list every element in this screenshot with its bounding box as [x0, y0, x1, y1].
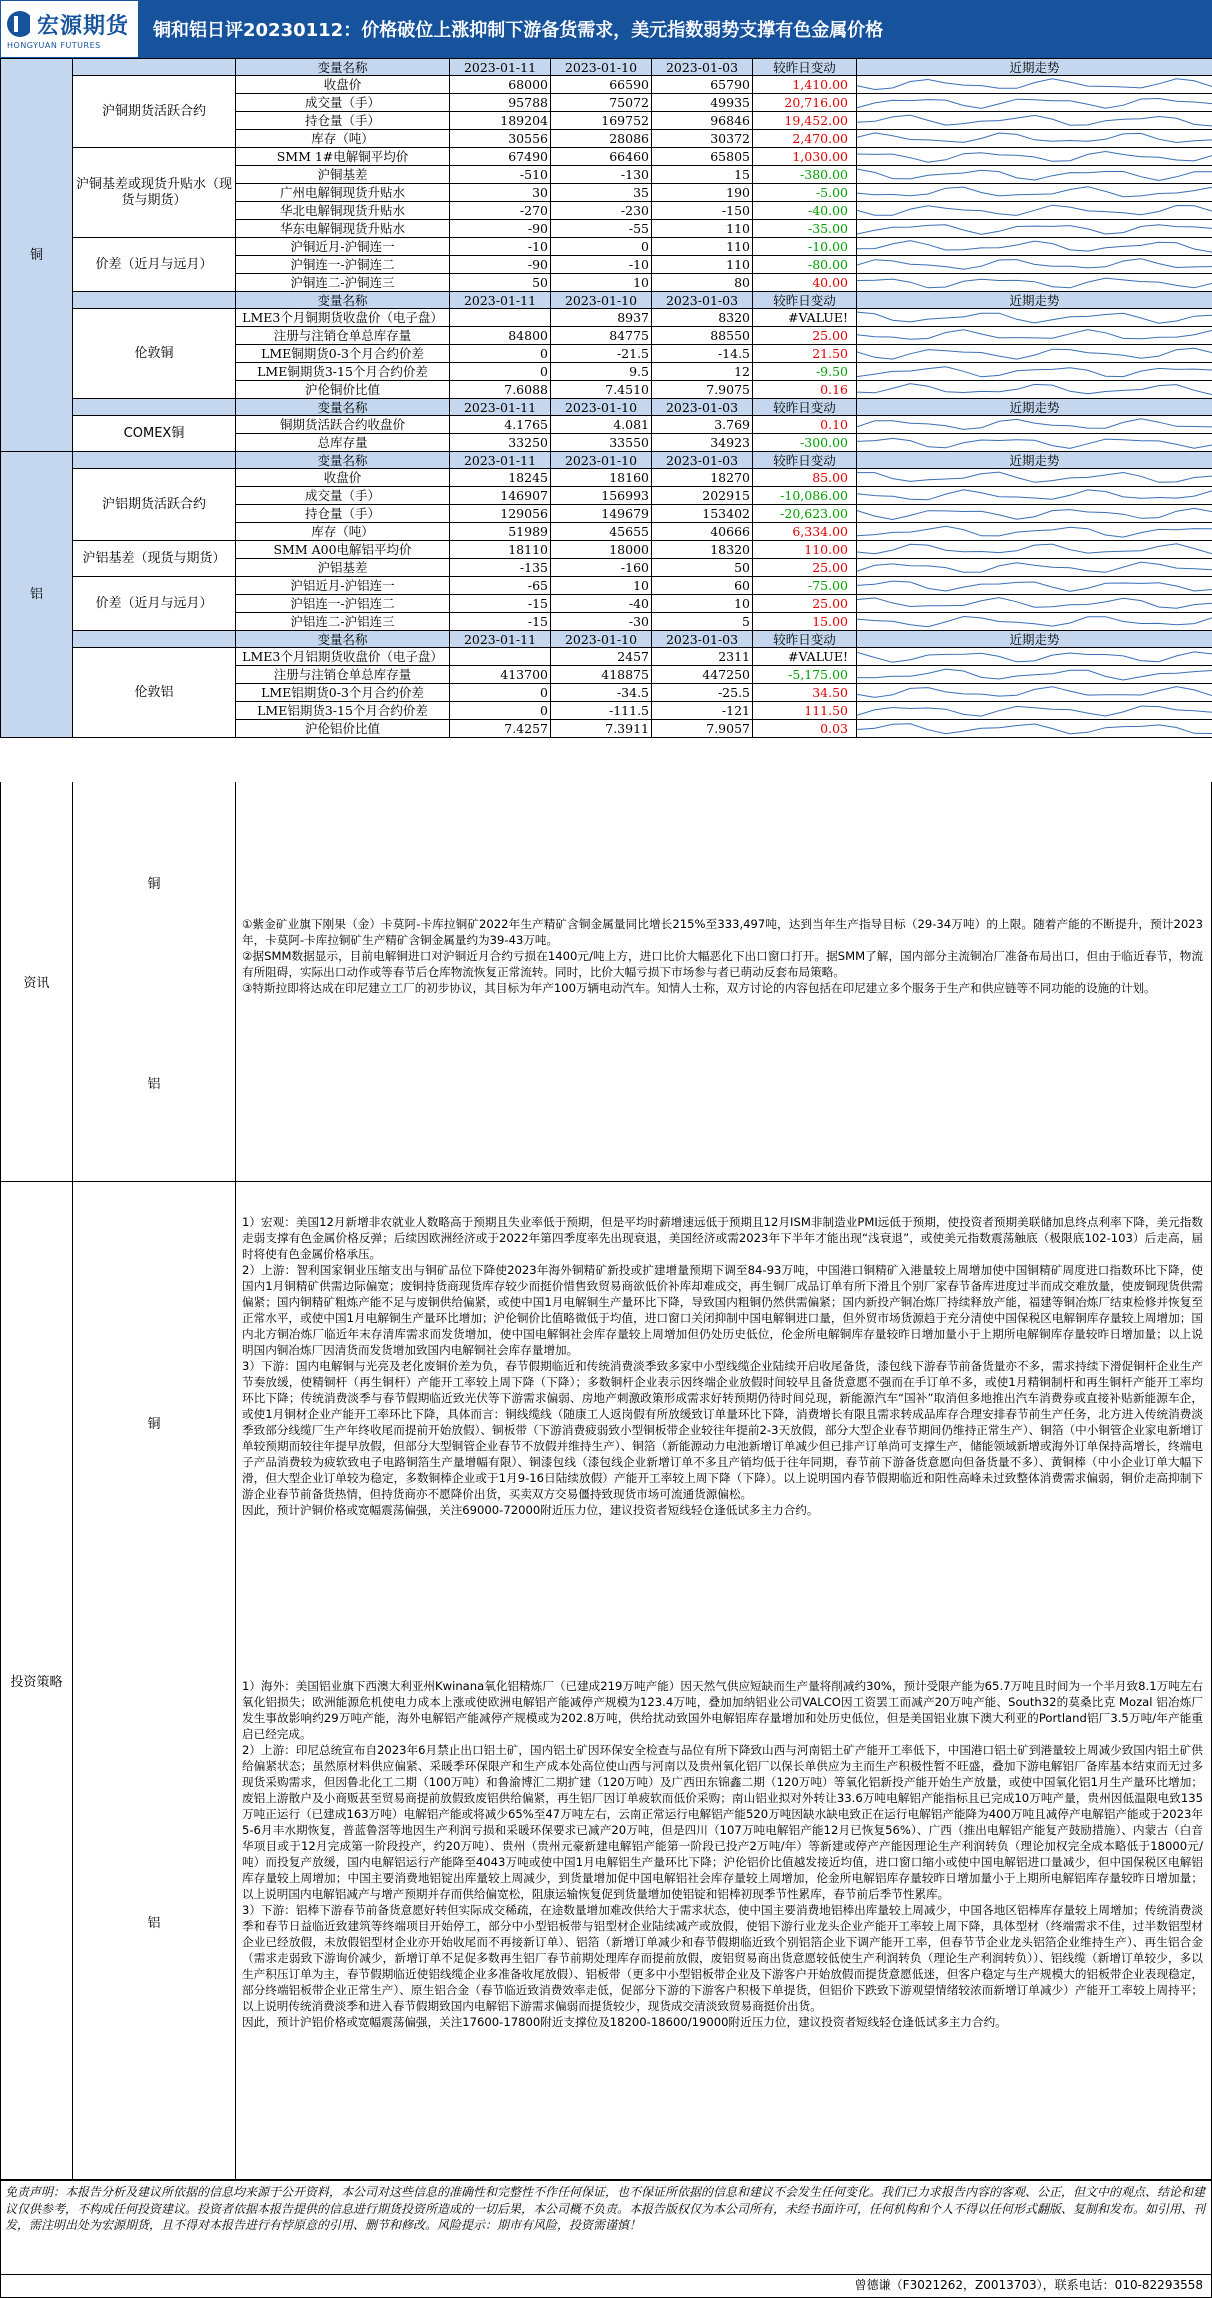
- row-value-2: 45655: [551, 523, 652, 541]
- row-value-2: 7.4510: [551, 381, 652, 399]
- brand-name: 宏源期货: [37, 13, 130, 39]
- header-variable: 变量名称: [236, 59, 450, 76]
- trend-sparkline: [857, 648, 1212, 666]
- header-date-1: 2023-01-11: [450, 59, 551, 76]
- strategy-copper-text: 1）宏观：美国12月新增非农就业人数略高于预期且失业率低于预期，但是平均时薪增速远低于预期且12月ISM非制造业PMI远低于预期，使投资者预期美联储加息终点利率下降，美元指数走弱支撑有色金属价格反弹；后续因欧洲经济或于2022年第四季度率先出现衰退，美国经济或需2023年下半年才能出现“浅衰退”，或使美元指数震荡触底（极限底102-103）后走高，届时将使有色金属价格承压。 2）上游：智利国家铜业压缩支出与铜矿品位下降使2023年海外铜精矿新投或扩建增量预期下调至84-93万吨，中国港口铜精矿入港量较上周增加使中国铜精矿周度进口指数环比下降，使国内1月铜精矿供需边际偏宽；废铜持货商现货库存较少而挺价惜售致贸易商欲低价补库却难成交，再生铜厂成品订单有所下滑且个别厂家春节备库进度过半而成交难放量，使废铜现货供需偏紧；国内铜精矿粗炼产能不足与废铜供给偏紧，或使中国1月电解铜生产量环比下降，导致国内粗铜仍然供需偏紧；国内新投产铜冶炼厂持续释放产能，福建等铜冶炼厂结束检修并恢复至正常水平，或使中国1月电解铜生产量环比增加；沪伦铜价比值略微低于均值，进口窗口关闭抑制中国电解铜进口量，但外贸市场货源趋于充分清使中国保税区电解铜库存量较上周增加；国内北方铜冶炼厂临近年末存清库需求而发货增加，使中国电解铜社会库存量较上周增加但仍处历史低位，伦金所电解铜库存量较昨日增加量小于上期所电解铜库存量较昨日增加量；以上说明国内铜冶炼厂因清货而发货增加致国内电解铜社会库存量增加。 3）下游：国内电解铜与光亮及老化废铜价差为负，春节假期临近和传统消费淡季致多家中小型线缆企业陆续开启收尾备货，漆包线下游春节前备货量亦不多，需求持续下滑促铜杆企业生产节奏放缓，使精铜杆（再生铜杆）产能开工率较上周下降（下降）；多数铜杆企业表示因终端企业放假时间较早且备货意愿不强而在手订单不多，或使1月精铜制杆和再生铜杆产能开工率均环比下降；传统消费淡季与春节假期临近致光伏等下游需求偏弱、房地产刺激政策形成需求好转预期仍待时间兑现，新能源汽车“国补”取消但多地推出汽车消费券或直接补贴新能源车企，或使1月铜材企业产能开工率环比下降，具体而言：铜线缆线（随康工人返岗假有所放缓致订单量环比下降，消费增长有限且需求转成品库存合理安排春节前生产任务，北方进入传统消费淡季致部分线缆厂生产年终收尾而提前开始放假）、铜板带（下游消费疲弱致小型铜板带企业较往年提前2-3天放假，部分大型企业春节期间仍维持正常生产）、铜箔（中小铜管企业家电新增订单较预期而较往年提早放假，但部分大型铜管企业春节不放假并维持生产）、铜箔（新能源动力电池新增订单减少但已排产订单尚可支撑生产，储能领域新增或海外订单保持高增长，终端电子产品消费较为疲软致电子电路铜箔生产量增幅有限）、铜漆包线（漆包线企业新增订单不多且产销均低于往年同期，春节前下游备货意愿向但备货量不多）、黄铜棒（中小企业订单大幅下滑，但大型企业订单较为稳定，多数铜棒企业或于1月9-16日陆续放假）产能开工率较上周下降（下降）。以上说明国内春节假期临近和阳性高峰未过致整体消费需求偏弱，铜价走高抑制下游企业春节前备货热情，但持货商亦不愿降价出货，买卖双方交易僵持致现货市场可流通货源偏松。 因此，预计沪铜价格或宽幅震荡偏强，关注69000-72000附近压力位，建议投资者短线轻仓逢低试多主力合约。: [242, 1215, 1203, 1517]
- trend-sparkline: [857, 148, 1212, 166]
- header-variable: 变量名称: [236, 292, 450, 309]
- header-date-3: 2023-01-03: [652, 292, 753, 309]
- row-label: 沪铜连二-沪铜连三: [236, 274, 450, 292]
- header-trend: 近期走势: [857, 452, 1212, 469]
- row-change: 0.16: [753, 381, 857, 399]
- row-value-3: 8320: [652, 309, 753, 327]
- row-value-3: 49935: [652, 94, 753, 112]
- row-value-2: 10: [551, 274, 652, 292]
- header-date-2: 2023-01-10: [551, 631, 652, 648]
- header-change: 较昨日变动: [753, 59, 857, 76]
- row-change: -80.00: [753, 256, 857, 274]
- row-label: 沪铜连一-沪铜连二: [236, 256, 450, 274]
- header-change: 较昨日变动: [753, 631, 857, 648]
- row-change: 0.03: [753, 720, 857, 738]
- trend-sparkline: [857, 541, 1212, 559]
- header-date-3: 2023-01-03: [652, 452, 753, 469]
- table-row: [1, 76, 1212, 94]
- row-value-2: 35: [551, 184, 652, 202]
- news-aluminum-label: 铝: [147, 1076, 161, 1092]
- row-value-1: -270: [450, 202, 551, 220]
- row-change: 15.00: [753, 613, 857, 631]
- header-date-3: 2023-01-03: [652, 399, 753, 416]
- trend-sparkline: [857, 559, 1212, 577]
- trend-sparkline: [857, 202, 1212, 220]
- header-blank: [73, 452, 236, 469]
- row-value-3: 40666: [652, 523, 753, 541]
- row-value-1: -15: [450, 613, 551, 631]
- row-value-3: 15: [652, 166, 753, 184]
- table-header-row: [1, 59, 1212, 76]
- row-value-3: -121: [652, 702, 753, 720]
- row-change: 25.00: [753, 327, 857, 345]
- news-copper-label: 铜: [147, 876, 161, 892]
- row-change: -300.00: [753, 434, 857, 452]
- row-value-1: 189204: [450, 112, 551, 130]
- header-change: 较昨日变动: [753, 399, 857, 416]
- section-label: 铝: [1, 452, 73, 738]
- row-label: 成交量（手）: [236, 487, 450, 505]
- trend-sparkline: [857, 666, 1212, 684]
- row-label: LME3个月铜期货收盘价（电子盘）: [236, 309, 450, 327]
- row-value-2: 149679: [551, 505, 652, 523]
- trend-sparkline: [857, 363, 1212, 381]
- subgroup-label: 伦敦铜: [73, 309, 236, 399]
- row-value-3: 80: [652, 274, 753, 292]
- row-value-3: 110: [652, 256, 753, 274]
- row-value-2: 28086: [551, 130, 652, 148]
- header-date-2: 2023-01-10: [551, 292, 652, 309]
- row-label: LME铜期货3-15个月合约价差: [236, 363, 450, 381]
- row-value-2: -40: [551, 595, 652, 613]
- row-value-2: 169752: [551, 112, 652, 130]
- news-label: 资讯: [1, 782, 73, 1181]
- trend-sparkline: [857, 469, 1212, 487]
- row-label: 注册与注销仓单总库存量: [236, 666, 450, 684]
- row-change: 1,030.00: [753, 148, 857, 166]
- row-change: 85.00: [753, 469, 857, 487]
- header-trend: 近期走势: [857, 59, 1212, 76]
- header-date-1: 2023-01-11: [450, 292, 551, 309]
- table-header-row: [1, 452, 1212, 469]
- subgroup-label: 价差（近月与远月）: [73, 238, 236, 292]
- row-change: -35.00: [753, 220, 857, 238]
- trend-sparkline: [857, 76, 1212, 94]
- row-value-1: -65: [450, 577, 551, 595]
- row-value-2: -160: [551, 559, 652, 577]
- row-value-3: 3.769: [652, 416, 753, 434]
- trend-sparkline: [857, 434, 1212, 452]
- trend-sparkline: [857, 309, 1212, 327]
- row-value-2: 418875: [551, 666, 652, 684]
- row-change: 34.50: [753, 684, 857, 702]
- table-row: [1, 309, 1212, 327]
- row-change: -20,623.00: [753, 505, 857, 523]
- header-blank: [73, 292, 236, 309]
- row-value-1: 68000: [450, 76, 551, 94]
- table-header-row: [1, 631, 1212, 648]
- row-value-2: 2457: [551, 648, 652, 666]
- header-date-1: 2023-01-11: [450, 399, 551, 416]
- row-value-2: -130: [551, 166, 652, 184]
- news-text: ①紫金矿业旗下刚果（金）卡莫阿-卡库拉铜矿2022年生产精矿含铜金属量同比增长215%至333,497吨，达到当年生产指导目标（29-34万吨）的上限。随着产能的不断提升，预计2023年，卡莫阿-卡库拉铜矿生产精矿含铜金属量约为39-43万吨。 ②据SMM数据显示，目前电解铜进口对沪铜近月合约亏损在1400元/吨上方，进口比价大幅恶化下出口窗口打开。据SMM了解，国内部分主流铜冶厂准备布局出口，但由于临近春节，物流有所阻碍，实际出口动作或等春节后仓库物流恢复正常流转。同时，比价大幅亏损下市场参与者已萌动反套布局策略。 ③特斯拉即将达成在印尼建立工厂的初步协议，其目标为年产100万辆电动汽车。知情人士称，双方讨论的内容包括在印尼建立多个服务于生产和供应链等不同功能的设施的计划。: [242, 917, 1203, 995]
- row-change: #VALUE!: [753, 309, 857, 327]
- table-row: [1, 541, 1212, 559]
- header-trend: 近期走势: [857, 292, 1212, 309]
- strategy-label: 投资策略: [1, 1182, 73, 2179]
- row-change: -380.00: [753, 166, 857, 184]
- row-value-1: 50: [450, 274, 551, 292]
- row-change: 25.00: [753, 595, 857, 613]
- row-change: -10.00: [753, 238, 857, 256]
- row-value-1: 0: [450, 702, 551, 720]
- row-value-1: 4.1765: [450, 416, 551, 434]
- row-change: 21.50: [753, 345, 857, 363]
- subgroup-label: 沪铜期货活跃合约: [73, 76, 236, 148]
- row-value-1: 413700: [450, 666, 551, 684]
- row-label: 库存（吨）: [236, 130, 450, 148]
- row-label: 持仓量（手）: [236, 505, 450, 523]
- subgroup-label: 沪铜基差或现货升贴水（现货与期货）: [73, 148, 236, 238]
- row-value-2: 66590: [551, 76, 652, 94]
- row-label: LME铝期货0-3个月合约价差: [236, 684, 450, 702]
- row-value-2: 156993: [551, 487, 652, 505]
- trend-sparkline: [857, 112, 1212, 130]
- header-variable: 变量名称: [236, 452, 450, 469]
- table-row: [1, 238, 1212, 256]
- trend-sparkline: [857, 238, 1212, 256]
- trend-sparkline: [857, 130, 1212, 148]
- header-variable: 变量名称: [236, 399, 450, 416]
- trend-sparkline: [857, 577, 1212, 595]
- row-value-1: [450, 309, 551, 327]
- table-row: [1, 648, 1212, 666]
- row-value-3: 7.9057: [652, 720, 753, 738]
- header-date-2: 2023-01-10: [551, 399, 652, 416]
- row-value-1: -510: [450, 166, 551, 184]
- row-value-2: -30: [551, 613, 652, 631]
- header-change: 较昨日变动: [753, 452, 857, 469]
- subgroup-label: 沪铝期货活跃合约: [73, 469, 236, 541]
- row-value-1: 30556: [450, 130, 551, 148]
- row-change: 0.10: [753, 416, 857, 434]
- trend-sparkline: [857, 613, 1212, 631]
- row-value-2: 18160: [551, 469, 652, 487]
- row-value-1: 146907: [450, 487, 551, 505]
- header-blank: [73, 59, 236, 76]
- table-row: [1, 148, 1212, 166]
- header-blank: [73, 631, 236, 648]
- row-label: 沪铜基差: [236, 166, 450, 184]
- row-value-1: -15: [450, 595, 551, 613]
- trend-sparkline: [857, 184, 1212, 202]
- trend-sparkline: [857, 166, 1212, 184]
- row-value-3: 10: [652, 595, 753, 613]
- table-header-row: [1, 399, 1212, 416]
- row-value-1: 18245: [450, 469, 551, 487]
- header-variable: 变量名称: [236, 631, 450, 648]
- row-label: 铜期货活跃合约收盘价: [236, 416, 450, 434]
- row-value-2: -55: [551, 220, 652, 238]
- row-value-2: 84775: [551, 327, 652, 345]
- row-value-1: 84800: [450, 327, 551, 345]
- row-value-3: 88550: [652, 327, 753, 345]
- row-value-3: 190: [652, 184, 753, 202]
- row-change: -40.00: [753, 202, 857, 220]
- table-row: [1, 577, 1212, 595]
- row-value-2: 4.081: [551, 416, 652, 434]
- row-label: 收盘价: [236, 76, 450, 94]
- section-label: 铜: [1, 59, 73, 452]
- header-date-2: 2023-01-10: [551, 59, 652, 76]
- row-change: 6,334.00: [753, 523, 857, 541]
- strategy-block: [0, 1182, 1212, 2180]
- table-header-row: [1, 292, 1212, 309]
- trend-sparkline: [857, 327, 1212, 345]
- row-label: 沪铝近月-沪铝连一: [236, 577, 450, 595]
- trend-sparkline: [857, 487, 1212, 505]
- trend-sparkline: [857, 381, 1212, 399]
- row-label: 总库存量: [236, 434, 450, 452]
- row-value-3: 60: [652, 577, 753, 595]
- row-value-2: -10: [551, 256, 652, 274]
- trend-sparkline: [857, 94, 1212, 112]
- row-change: 1,410.00: [753, 76, 857, 94]
- row-value-2: 75072: [551, 94, 652, 112]
- header-date-3: 2023-01-03: [652, 631, 753, 648]
- row-value-2: 9.5: [551, 363, 652, 381]
- row-value-1: 0: [450, 363, 551, 381]
- header-date-1: 2023-01-11: [450, 631, 551, 648]
- row-value-2: -34.5: [551, 684, 652, 702]
- row-value-3: 18320: [652, 541, 753, 559]
- header-trend: 近期走势: [857, 631, 1212, 648]
- row-value-1: -90: [450, 256, 551, 274]
- report-header: [0, 0, 1212, 58]
- table-row: [1, 416, 1212, 434]
- trend-sparkline: [857, 702, 1212, 720]
- row-value-2: 18000: [551, 541, 652, 559]
- row-change: 25.00: [753, 559, 857, 577]
- row-value-3: 18270: [652, 469, 753, 487]
- row-label: 华东电解铜现货升贴水: [236, 220, 450, 238]
- row-change: 110.00: [753, 541, 857, 559]
- row-label: 广州电解铜现货升贴水: [236, 184, 450, 202]
- row-label: SMM 1#电解铜平均价: [236, 148, 450, 166]
- row-value-1: [450, 648, 551, 666]
- row-value-3: 34923: [652, 434, 753, 452]
- row-value-1: 33250: [450, 434, 551, 452]
- row-value-2: 33550: [551, 434, 652, 452]
- row-value-3: 5: [652, 613, 753, 631]
- header-date-3: 2023-01-03: [652, 59, 753, 76]
- subgroup-label: 价差（近月与远月）: [73, 577, 236, 631]
- row-label: 沪铜近月-沪铜连一: [236, 238, 450, 256]
- trend-sparkline: [857, 720, 1212, 738]
- row-value-3: -14.5: [652, 345, 753, 363]
- row-value-2: 66460: [551, 148, 652, 166]
- row-label: SMM A00电解铝平均价: [236, 541, 450, 559]
- row-label: 沪伦铜价比值: [236, 381, 450, 399]
- row-label: 沪伦铝价比值: [236, 720, 450, 738]
- row-value-3: 12: [652, 363, 753, 381]
- trend-sparkline: [857, 416, 1212, 434]
- trend-sparkline: [857, 505, 1212, 523]
- subgroup-label: 伦敦铝: [73, 648, 236, 738]
- row-value-1: 30: [450, 184, 551, 202]
- footer-contact: 曾德谦（F3021262，Z0013703），联系电话：010-82293558: [0, 2275, 1212, 2298]
- row-label: 持仓量（手）: [236, 112, 450, 130]
- row-value-1: 129056: [450, 505, 551, 523]
- trend-sparkline: [857, 345, 1212, 363]
- header-date-1: 2023-01-11: [450, 452, 551, 469]
- row-value-2: 10: [551, 577, 652, 595]
- row-value-2: -230: [551, 202, 652, 220]
- row-value-3: 2311: [652, 648, 753, 666]
- row-label: 沪铝连一-沪铝连二: [236, 595, 450, 613]
- row-value-1: -90: [450, 220, 551, 238]
- row-label: LME铜期货0-3个月合约价差: [236, 345, 450, 363]
- row-value-3: 65805: [652, 148, 753, 166]
- table-row: [1, 469, 1212, 487]
- row-change: -9.50: [753, 363, 857, 381]
- row-value-2: -111.5: [551, 702, 652, 720]
- row-value-1: 0: [450, 684, 551, 702]
- row-value-1: -135: [450, 559, 551, 577]
- row-value-2: 7.3911: [551, 720, 652, 738]
- row-label: 华北电解铜现货升贴水: [236, 202, 450, 220]
- row-change: 19,452.00: [753, 112, 857, 130]
- row-change: 40.00: [753, 274, 857, 292]
- subgroup-label: COMEX铜: [73, 416, 236, 452]
- row-value-3: 447250: [652, 666, 753, 684]
- row-label: 收盘价: [236, 469, 450, 487]
- row-change: 111.50: [753, 702, 857, 720]
- header-trend: 近期走势: [857, 399, 1212, 416]
- strategy-aluminum-label: 铝: [147, 1915, 161, 1931]
- disclaimer: 免责声明：本报告分析及建议所依据的信息均来源于公开资料，本公司对这些信息的准确性和完整性不作任何保证，也不保证所依据的信息和建议不会发生任何变化。我们已力求报告内容的客观、公正，但文中的观点、结论和建议仅供参考，不构成任何投资建议。投资者依据本报告提供的信息进行期货投资所造成的一切后果，本公司概不负责。本报告版权仅为本公司所有，未经书面许可，任何机构和个人不得以任何形式翻版、复制和发布。如引用、刊发，需注明出处为宏源期货，且不得对本报告进行有悖原意的引用、删节和修改。风险提示：期市有风险，投资需谨慎！: [0, 2180, 1212, 2275]
- row-value-1: -10: [450, 238, 551, 256]
- row-change: -5,175.00: [753, 666, 857, 684]
- row-value-3: -150: [652, 202, 753, 220]
- row-value-1: 51989: [450, 523, 551, 541]
- row-value-3: 50: [652, 559, 753, 577]
- row-change: 2,470.00: [753, 130, 857, 148]
- market-data-table: [0, 58, 1212, 738]
- row-value-3: 7.9075: [652, 381, 753, 399]
- trend-sparkline: [857, 595, 1212, 613]
- trend-sparkline: [857, 684, 1212, 702]
- row-value-3: 202915: [652, 487, 753, 505]
- trend-sparkline: [857, 523, 1212, 541]
- row-value-3: 153402: [652, 505, 753, 523]
- row-change: #VALUE!: [753, 648, 857, 666]
- brand-logo-icon: [7, 11, 33, 37]
- header-change: 较昨日变动: [753, 292, 857, 309]
- row-value-3: 96846: [652, 112, 753, 130]
- row-label: 注册与注销仓单总库存量: [236, 327, 450, 345]
- row-value-1: 7.4257: [450, 720, 551, 738]
- strategy-copper-label: 铜: [147, 1416, 161, 1432]
- row-change: -10,086.00: [753, 487, 857, 505]
- row-value-3: 110: [652, 238, 753, 256]
- row-value-1: 7.6088: [450, 381, 551, 399]
- row-label: LME3个月铝期货收盘价（电子盘）: [236, 648, 450, 666]
- row-value-1: 67490: [450, 148, 551, 166]
- row-value-3: -25.5: [652, 684, 753, 702]
- subgroup-label: 沪铝基差（现货与期货）: [73, 541, 236, 577]
- row-change: 20,716.00: [753, 94, 857, 112]
- row-change: -75.00: [753, 577, 857, 595]
- row-value-2: 0: [551, 238, 652, 256]
- row-value-3: 110: [652, 220, 753, 238]
- report-title: 铜和铝日评20230112：价格破位上涨抑制下游备货需求，美元指数弱势支撑有色金属价格: [153, 20, 884, 41]
- row-label: LME铝期货3-15个月合约价差: [236, 702, 450, 720]
- header-date-2: 2023-01-10: [551, 452, 652, 469]
- news-block: [0, 782, 1212, 1182]
- strategy-aluminum-text: 1）海外：美国铝业旗下西澳大利亚州Kwinana氧化铝精炼厂（已建成219万吨产能）因天然气供应短缺而生产量将削减约30%，预计受限产能为65.7万吨且时间为一个半月致8.1万吨左右氧化铝损失；欧洲能源危机使电力成本上涨或使欧洲电解铝产能减停产规模为123.4万吨，叠加加纳铝业公司VALCO因工资罢工而减产20万吨产能、South32的莫桑比克 Mozal 铝冶炼厂发生事故影响约29万吨产能，海外电解铝产能减停产规模或为202.8万吨，供给扰动致国外电解铝库存量增加和处历史低位，但是美国铝业旗下澳大利亚的Portland铝厂3.5万吨/年产能重启已经完成。 2）上游：印尼总统宣布自2023年6月禁止出口铝土矿，国内铝土矿因环保安全检查与品位有所下降致山西与河南铝土矿产能开工率低下，中国港口铝土矿到港量较上周减少致国内铝土矿供给偏紧状态；虽然原材料供应偏紧、采暖季环保限产和生产成本处高位使山西与河南以及贵州氧化铝厂以保长单供应为主而生产积极性暂不旺盛，叠加下游电解铝厂备库基本结束而无过多现货采购需求，但因鲁北化工二期（100万吨）和鲁渝博汇二期扩建（120万吨）及广西田东锦鑫二期（120万吨）等氧化铝新投产能开始生产放量，或使中国氧化铝1月生产量环比增加；废铝上游散户及小商贩甚至贸易商提前放假致废铝供给偏紧，再生铝厂因订单疲软而低价采购；南山铝业拟对外转让33.6万吨电解铝产能指标且已完成10万吨产量，贵州因低温限电致135万吨正运行（已建成163万吨）电解铝产能或将减少65%至47万吨左右，云南正常运行电解铝产能520万吨因缺水缺电致正在运行电解铝产能降为400万吨且减停产电解铝产能或于2023年5-6月丰水期恢复，普蓝鲁滘等地因生产利润亏损和采暖环保要求已减产20万吨，但是四川（107万吨电解铝产能12月已恢复56%）、广西（推出电解铝产能复产鼓励措施）、内蒙古（白音华项目或于12月完成第一阶段投产，约20万吨）、贵州（贵州元豪新建电解铝产能第一阶段已投产2万吨/年）等新建或停产产能因理论生产利润转负（理论加权完全成本略低于18000元/吨）而投复产放缓，国内电解铝运行产能降至4043万吨或使中国1月电解铝生产量环比下降；沪伦铝价比值越发接近均值，进口窗口缩小或使中国电解铝进口量减少，但中国保税区电解铝库存量较上周增加；中国主要消费地铝锭出库量较上周减少，到货量增加促中国电解铝社会库存量较上周增加，伦金所电解铝库存量较昨日增加量小于上期所电解铝库存量较昨日增加量；以上说明国内电解铝减产与增产预期并存而供给偏宽松，阻康运输恢复促到货量增加使铝锭和铝棒初现季节性累库，春节前后季节性累库。 3）下游：铝棒下游春节前备货意愿好转但实际成交稀疏，在途数量增加难改供给大于需求状态，使中国主要消费地铝棒出库量较上周减少，中国各地区铝棒库存量较上周增加；传统消费淡季和春节日益临近致建筑等终端项目开始停工，部分中小型铝板带与铝型材企业陆续减产或放假，使铝下游行业龙头企业产能开工率较上周下降，具体型材（终端需求不佳，过半数铝型材企业已经放假，未放假铝型材企业亦开始收尾而不再接新订单）、铝箔（新增订单减少和春节假期临近致个别铝箔企业下调产能开工率，但春节节企业龙头铝箔企业维持生产）、再生铝合金（需求走弱致下游询价减少，新增订单不足促多数再生铝厂春节前期处理库存而提前放假，废铝贸易商出货意愿较低使生产利润转负（理论生产利润转负））、铝线缆（新增订单较少，多以生产积压订单为主，春节假期临近使铝线缆企业多准备收尾放假）、铝板带（更多中小型铝板带企业及下游客户开始放假而提货意愿低迷，但客户稳定与生产规模大的铝板带企业表现稳定，部分终端铝板带企业正常生产）、原生铝合金（春节临近致消费效率走低，促部分下游的下游客户积极下单提货，但铝价下跌致下游观望情绪较浓而新增订单减少）产能开工率较上周持平；以上说明传统消费淡季和进入春节假期致国内电解铝下游需求偏弱而提货较少，现货成交清淡致贸易商挺价出货。 因此，预计沪铝价格或宽幅震荡偏强，关注17600-17800附近支撑位及18200-18600/19000附近压力位，建议投资者短线轻仓逢低试多主力合约。: [242, 1679, 1203, 2029]
- brand-name-en: HONGYUAN FUTURES: [7, 40, 101, 50]
- row-label: 库存（吨）: [236, 523, 450, 541]
- trend-sparkline: [857, 274, 1212, 292]
- brand-logo: [1, 1, 138, 57]
- row-label: 沪铝连二-沪铝连三: [236, 613, 450, 631]
- row-change: -5.00: [753, 184, 857, 202]
- trend-sparkline: [857, 220, 1212, 238]
- row-label: 成交量（手）: [236, 94, 450, 112]
- row-value-1: 0: [450, 345, 551, 363]
- row-value-1: 95788: [450, 94, 551, 112]
- row-value-2: 8937: [551, 309, 652, 327]
- row-value-2: -21.5: [551, 345, 652, 363]
- row-label: 沪铝基差: [236, 559, 450, 577]
- row-value-1: 18110: [450, 541, 551, 559]
- header-blank: [73, 399, 236, 416]
- row-value-3: 30372: [652, 130, 753, 148]
- row-value-3: 65790: [652, 76, 753, 94]
- trend-sparkline: [857, 256, 1212, 274]
